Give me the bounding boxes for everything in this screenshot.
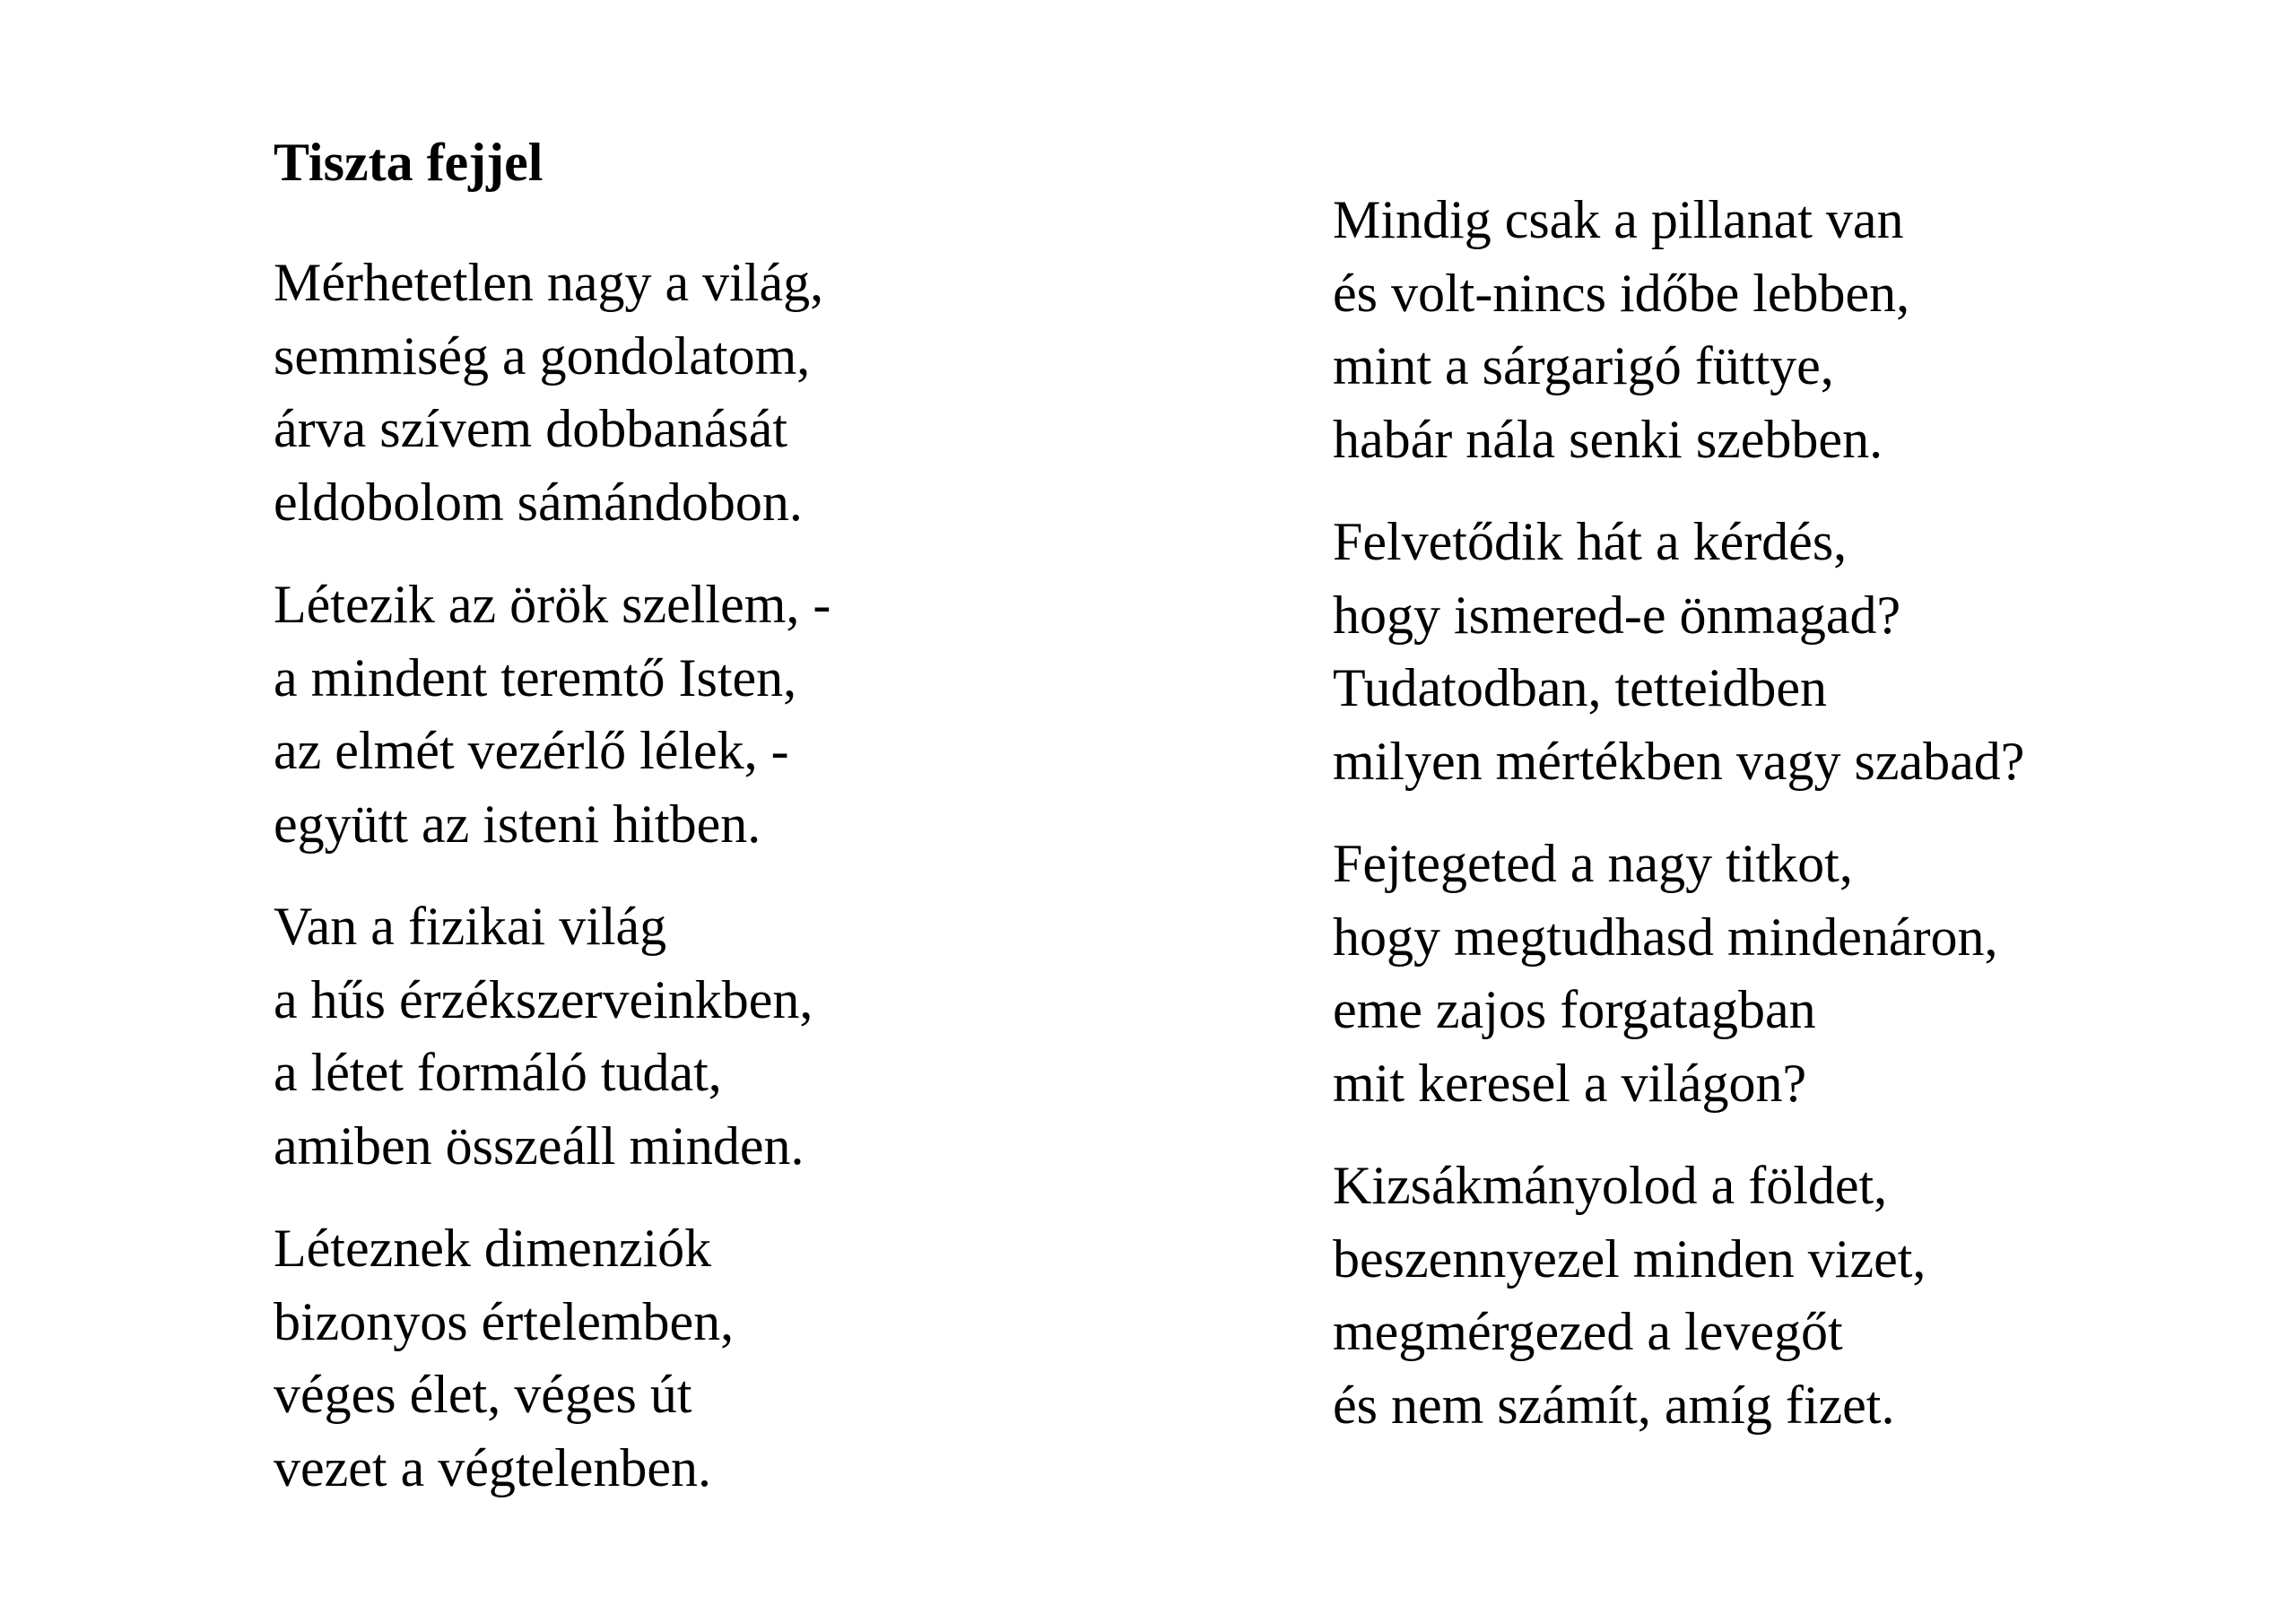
poem-line: Létezik az örök szellem, - [274,575,831,634]
poem-line: az elmét vezérlő lélek, - [274,721,789,780]
left-column [274,130,831,1534]
stanza [1333,506,2024,798]
stanza [1333,184,2024,476]
poem-line: megmérgezed a levegőt [1333,1302,1843,1361]
poem-line: Fejtegeted a nagy titkot, [1333,834,1853,893]
poem-line: semmiség a gondolatom, [274,325,811,386]
stanza [1333,1150,2024,1442]
poem-line: Felvetődik hát a kérdés, [1333,512,1848,571]
poem-line: árva szívem dobbanását [274,399,788,458]
poem-line: mit keresel a világon? [1333,1053,1807,1113]
right-column [1333,184,2024,1471]
poem-line: Mérhetetlen nagy a világ, [274,253,824,312]
poem-line: eldobolom sámándobon. [274,472,803,532]
poem-line: a mindent teremtő Isten, [274,647,797,707]
poem-line: a létet formáló tudat, [274,1043,722,1102]
poem-line: mint a sárgarigó füttye, [1333,336,1834,395]
poem-line: és volt-nincs időbe lebben, [1333,263,1910,323]
poem-line: milyen mértékben vagy szabad? [1333,731,2025,791]
poem-line: és nem számít, amíg fizet. [1333,1375,1895,1435]
stanza [274,568,831,861]
poem-line: hogy megtudhasd mindenáron, [1333,907,1998,967]
poem-line: vezet a végtelenben. [274,1437,712,1497]
poem-line: beszennyezel minden vizet, [1333,1228,1926,1289]
poem-line: habár nála senki szebben. [1333,409,1883,469]
poem-line: együtt az isteni hitben. [274,794,761,854]
poem-title: Tiszta fejjel [274,133,544,192]
poem-line: hogy ismered-e önmagad? [1333,585,1901,645]
stanza [1333,828,2024,1120]
poem-line: Van a fizikai világ [274,897,667,956]
poem-line: Mindig csak a pillanat van [1333,190,1904,249]
poem-line: bizonyos értelemben, [274,1291,735,1351]
poem-line: Léteznek dimenziók [274,1219,712,1278]
poem-line: Kizsákmányolod a földet, [1333,1156,1888,1215]
poem-line: amiben összeáll minden. [274,1115,804,1176]
poem-line: véges élet, véges út [274,1365,692,1424]
stanza [274,890,831,1183]
poem-line: a hűs érzékszerveinkben, [274,969,813,1029]
stanza [274,1212,831,1505]
poem-line: Tudatodban, tetteidben [1333,658,1828,717]
poem-line: eme zajos forgatagban [1333,980,1816,1039]
stanza [274,247,831,539]
